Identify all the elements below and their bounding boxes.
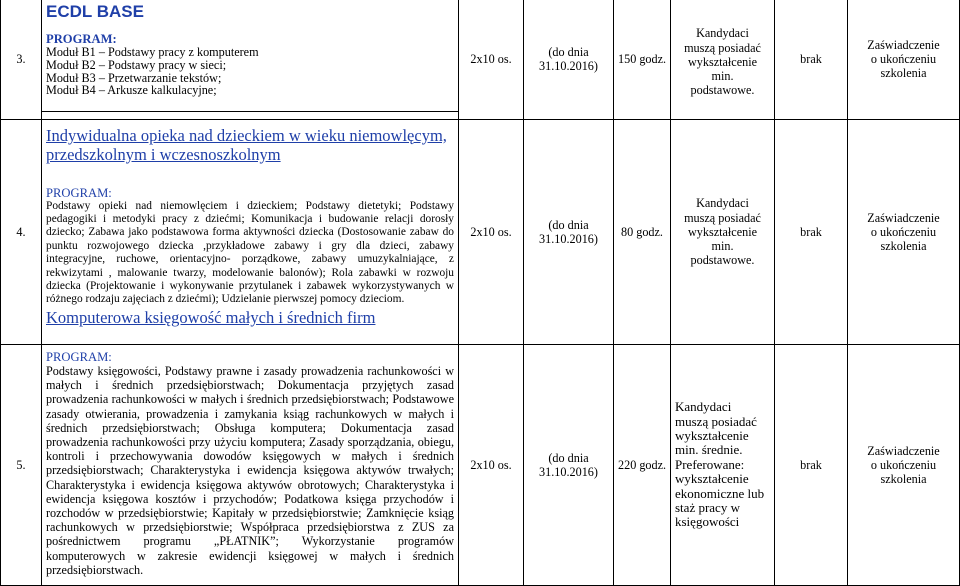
list-item: Moduł B4 – Arkusze kalkulacyjne; <box>46 83 217 98</box>
row-number: 5. <box>1 345 42 586</box>
deadline-cell: (do dnia 31.10.2016) <box>524 345 614 586</box>
next-course-title: Komputerowa księgowość małych i średnich firm <box>46 307 376 327</box>
course-cell <box>42 345 459 586</box>
list-item: Moduł B1 – Podstawy pracy z komputerem <box>46 45 259 59</box>
row-number: 4. <box>1 120 42 345</box>
course-cell <box>42 120 459 345</box>
requirements-cell: Kandydaci muszą posiadać wykształcenie min. podstawowe. <box>671 0 775 120</box>
hours-cell: 220 godz. <box>614 345 671 586</box>
program-label: PROGRAM: <box>46 350 112 364</box>
row-number: 3. <box>1 0 42 120</box>
groups-cell: 2x10 os. <box>459 120 524 345</box>
groups-cell: 2x10 os. <box>459 345 524 586</box>
certificate-cell: Zaświadczenie o ukończeniu szkolenia <box>848 345 960 586</box>
program-label: PROGRAM: <box>46 185 112 200</box>
module-list <box>46 46 454 97</box>
table-row <box>1 345 960 586</box>
hours-cell: 150 godz. <box>614 0 671 120</box>
groups-cell: 2x10 os. <box>459 0 524 120</box>
fee-cell: brak <box>775 0 848 120</box>
list-item: Moduł B3 – Przetwarzanie tekstów; <box>46 70 222 85</box>
course-cell <box>42 0 459 112</box>
hours-cell: 80 godz. <box>614 120 671 345</box>
certificate-cell: Zaświadczenie o ukończeniu szkolenia <box>848 0 960 120</box>
certificate-cell: Zaświadczenie o ukończeniu szkolenia <box>848 120 960 345</box>
table-row <box>1 0 960 112</box>
deadline-cell: (do dnia 31.10.2016) <box>524 120 614 345</box>
list-item: Moduł B2 – Podstawy pracy w sieci; <box>46 57 227 72</box>
table-row <box>1 120 960 345</box>
fee-cell: brak <box>775 120 848 345</box>
course-title: ECDL BASE <box>46 2 144 21</box>
deadline-cell: (do dnia 31.10.2016) <box>524 0 614 120</box>
program-label: PROGRAM: <box>46 32 117 46</box>
course-description: Podstawy księgowości, Podstawy prawne i zasady prowadzenia rachunkowości w małych i średnich przedsiębiorstwach; Dokumentacja przyjętych zasad prowadzenia rachunkowości w małych i średnich przedsiębiorstwach; Podstawowe zasady otwierania, prowadzenia i zamykania ksiąg rachunkowych w małych i średnich przedsiębiorstwach; Obsługa komputera; Dokumentacja zasad prowadzenia rachunkowości przy użyciu komputera; Zasady sporządzania, obiegu, kontroli i przechowywania dowodów księgowych w małych i średnich przedsiębiorstwach; Charakterystyka i ewidencja księgowa aktywów trwałych; Charakterystyka i ewidencja księgowa aktywów obrotowych; Charakterystyka i ewidencja księgowa kosztów i przychodów; Podatkowa księga przychodów i rozchodów w przedsiębiorstwie; Kapitały w przedsiębiorstwie; Zamknięcie ksiąg rachunkowych w przedsiębiorstwie; Współpraca przedsiębiorstwa z ZUS za pośrednictwem programu „PŁATNIK”; Wykorzystanie programów komputerowych w zakresie ewidencji księgowej w małych i średnich przedsiębiorstwach. <box>46 364 454 577</box>
requirements-cell: Kandydaci muszą posiadać wykształcenie min. podstawowe. <box>671 120 775 345</box>
fee-cell: brak <box>775 345 848 586</box>
course-title: Indywidualna opieka nad dzieckiem w wieku niemowlęcym, przedszkolnym i wczesnoszkolnym <box>46 126 447 164</box>
course-description: Podstawy opieki nad niemowlęciem i dzieckiem; Podstawy dietetyki; Podstawy pedagogiki i metodyki pracy z dziećmi; Komunikacja i budowanie relacji dorosły dziecko; Zabawa jako podstawowa forma aktywności dziecka (Dostosowanie zabaw do punktu rozwojowego dziecka ,przykładowe zabawy i gry dla dzieci, zabawy integracyjne, ruchowe, orientacyjno- porządkowe, zabawy umuzykalniające, z rekwizytami , malowanie twarzy, modelowanie balonów); Rola zabawki w rozwoju dziecka (Projektowanie i wykonywanie przytulanek i zabawek wykorzystywanych w różnego rodzaju zajęciach z dziećmi); Udzielanie pierwszej pomocy dzieciom. <box>46 199 454 306</box>
requirements-cell: Kandydaci muszą posiadać wykształcenie min. średnie. Preferowane: wykształcenie ekonomiczne lub staż pracy w księgowości <box>671 345 775 586</box>
